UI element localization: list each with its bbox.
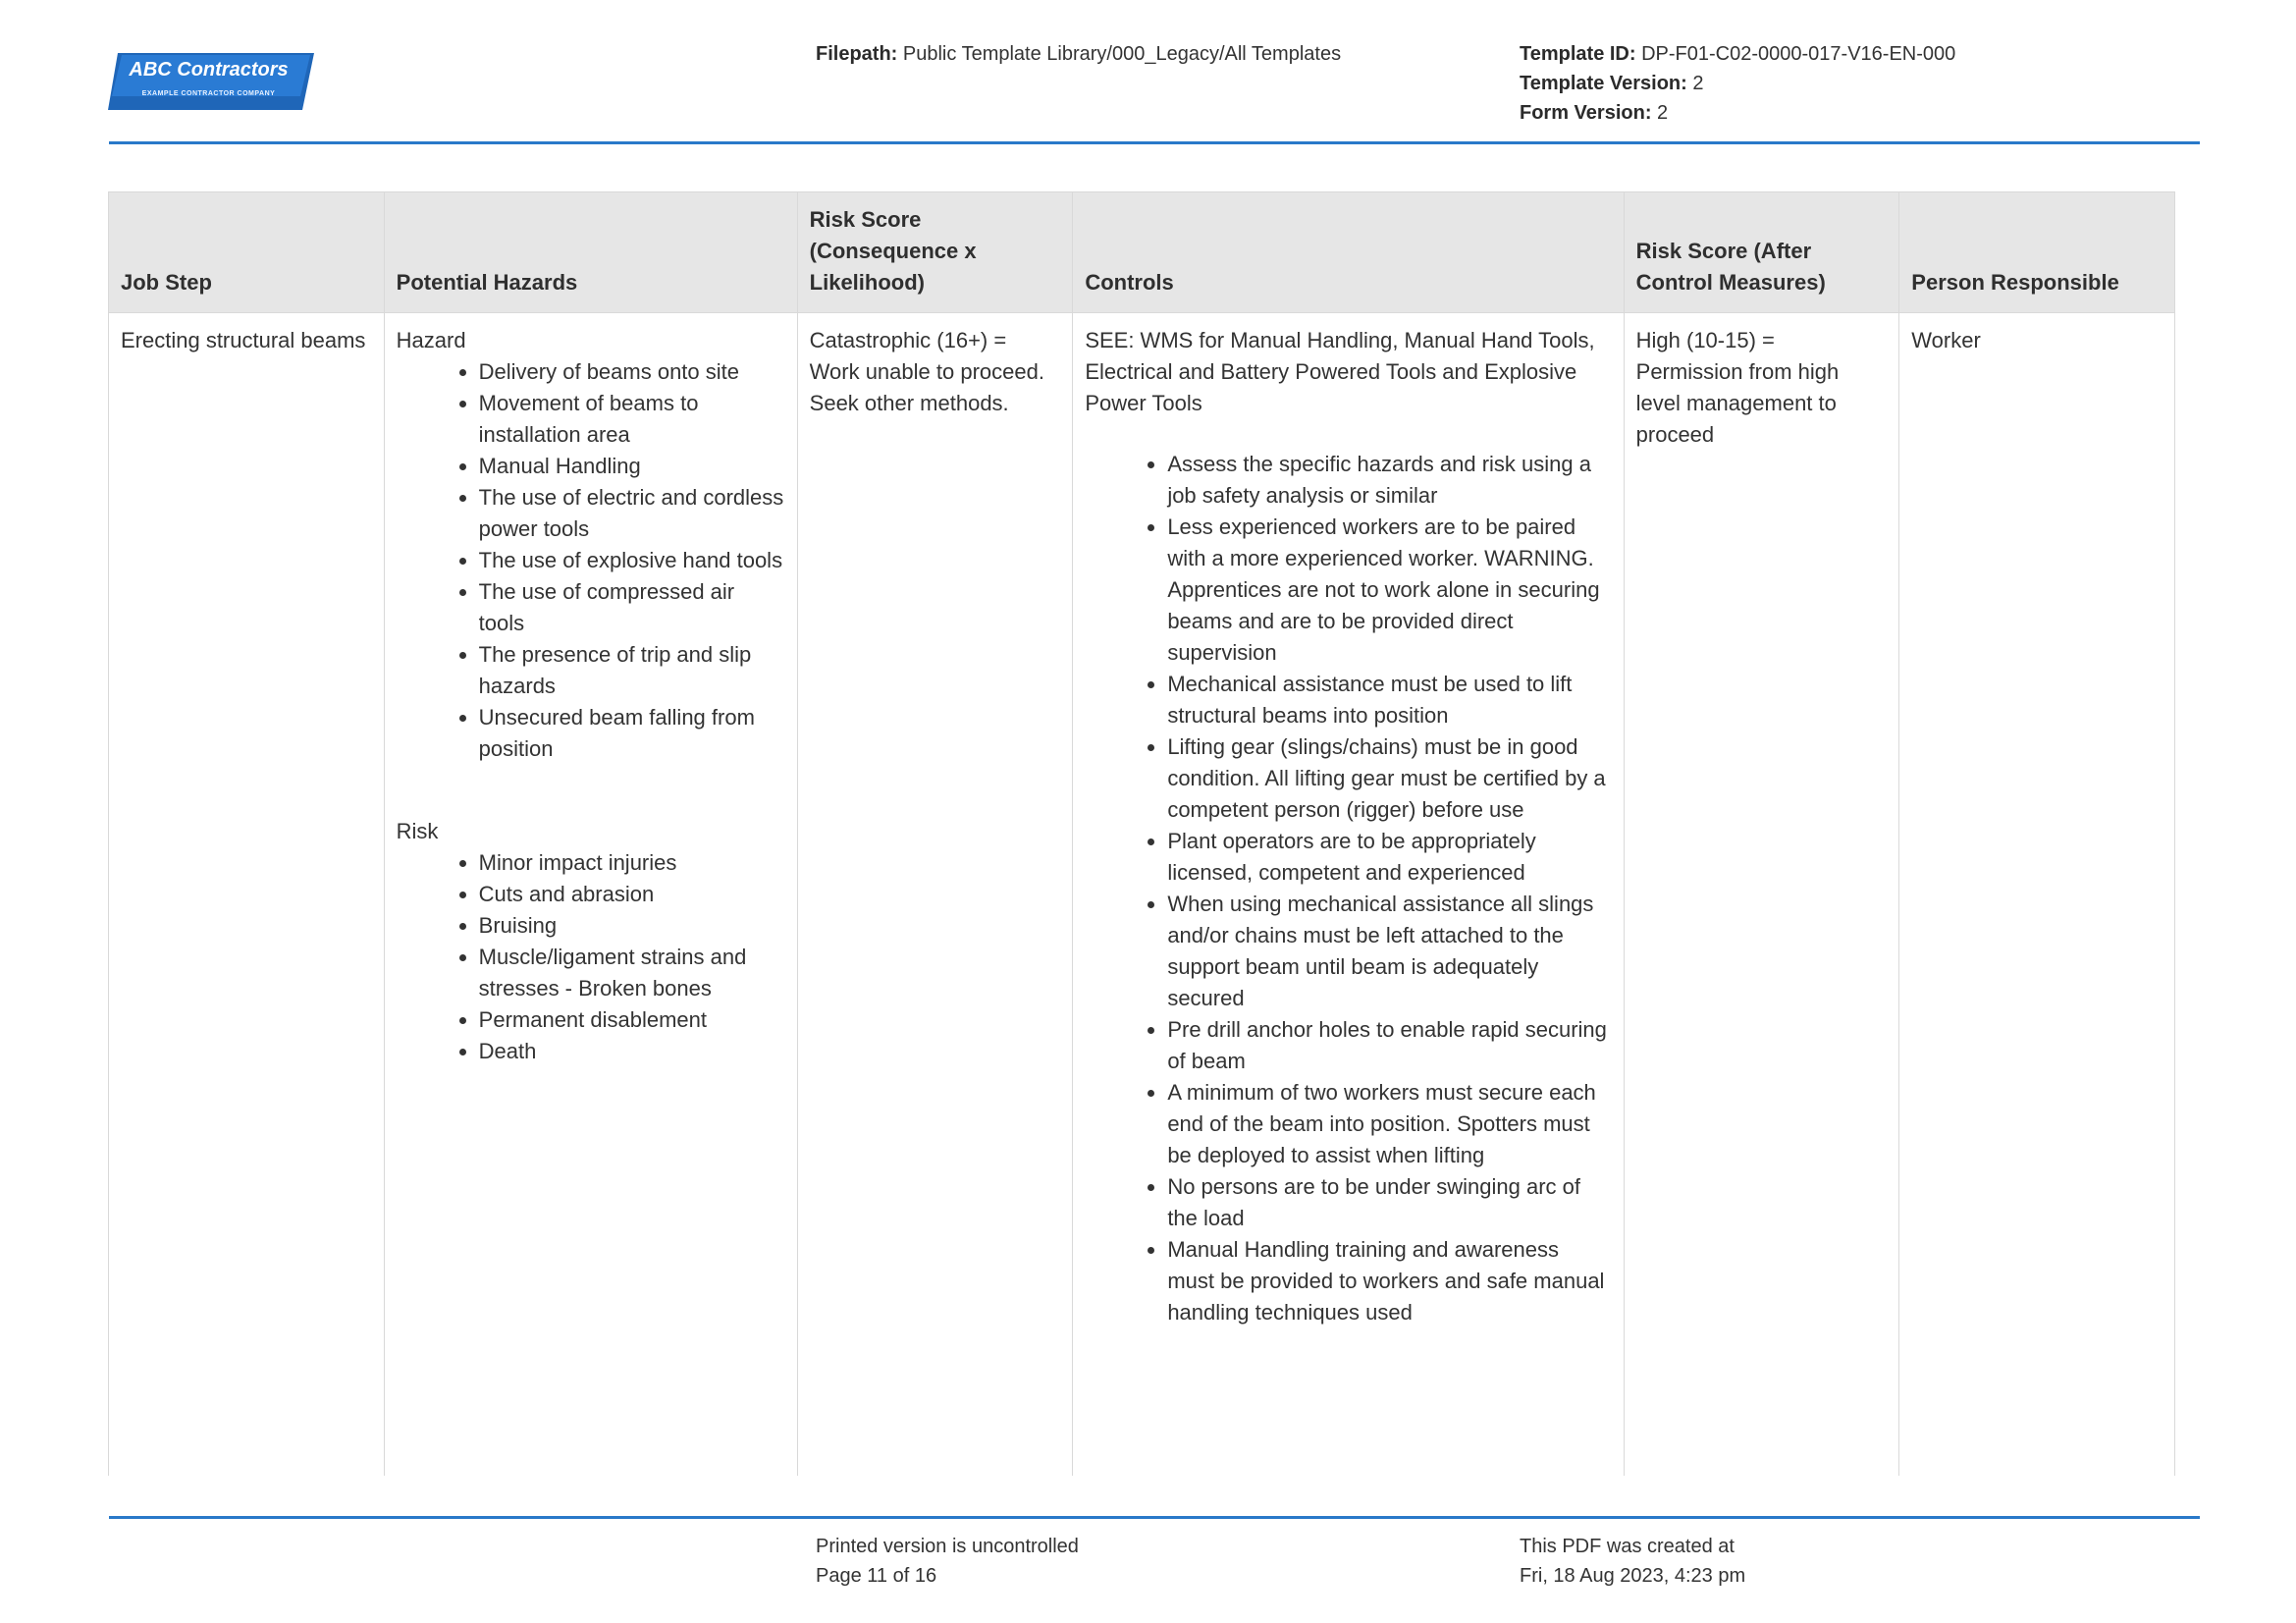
list-item: • Permanent disablement <box>479 1004 785 1036</box>
list-item: • Death <box>479 1036 785 1067</box>
filepath-value: Public Template Library/000_Legacy/All Templates <box>902 43 1342 65</box>
list-item: • Unsecured beam falling from position <box>479 702 785 765</box>
risk-assessment-table <box>108 191 2175 1476</box>
list-item: • Assess the specific hazards and risk using a job safety analysis or similar <box>1167 449 1611 512</box>
template-version <box>1520 69 1955 98</box>
spacer <box>397 765 785 816</box>
list-item: • Manual Handling training and awareness must be provided to workers and safe manual handling techniques used <box>1167 1234 1611 1328</box>
footer-right <box>1520 1532 1745 1591</box>
list-item: • Pre drill anchor holes to enable rapid securing of beam <box>1167 1014 1611 1077</box>
form-version <box>1520 98 1955 128</box>
uncontrolled-note: Printed version is uncontrolled <box>816 1536 1079 1557</box>
list-item: • Less experienced workers are to be paired with a more experienced worker. WARNING. Apprentices are not to work alone in securing beams and are to be provided direct supervision <box>1167 512 1611 669</box>
form-version-label: Form Version: <box>1520 102 1652 124</box>
list-item: • The presence of trip and slip hazards <box>479 639 785 702</box>
template-info <box>1520 39 1955 128</box>
template-id-value: DP-F01-C02-0000-017-V16-EN-000 <box>1641 43 1956 65</box>
col-job-step: Job Step <box>109 192 385 313</box>
person-responsible-cell: Worker <box>1899 313 2175 1477</box>
list-item: • Mechanical assistance must be used to lift structural beams into position <box>1167 669 1611 731</box>
hazards-cell <box>384 313 797 1477</box>
list-item: • Bruising <box>479 910 785 942</box>
list-item: • When using mechanical assistance all slings and/or chains must be left attached to the support beam until beam is adequately secured <box>1167 889 1611 1014</box>
risk-after-cell: High (10-15) = Permission from high level management to proceed <box>1624 313 1899 1477</box>
template-id <box>1520 39 1955 69</box>
logo-tagline: EXAMPLE CONTRACTOR COMPANY <box>141 90 276 97</box>
footer-divider <box>109 1516 2200 1519</box>
list-item: • A minimum of two workers must secure each end of the beam into position. Spotters must be deployed to assist when lifting <box>1167 1077 1611 1171</box>
template-version-value: 2 <box>1692 73 1704 94</box>
list-item: • Cuts and abrasion <box>479 879 785 910</box>
table-header-row <box>109 192 2175 313</box>
table-row <box>109 313 2175 1477</box>
template-version-label: Template Version: <box>1520 73 1687 94</box>
controls-cell <box>1073 313 1624 1477</box>
list-item: • Delivery of beams onto site <box>479 356 785 388</box>
controls-intro: SEE: WMS for Manual Handling, Manual Hand Tools, Electrical and Battery Powered Tools and Explosive Power Tools <box>1085 328 1595 415</box>
company-logo <box>108 53 314 112</box>
col-risk-score: Risk Score (Consequence x Likelihood) <box>797 192 1073 313</box>
form-version-value: 2 <box>1657 102 1669 124</box>
hazard-list <box>397 356 785 765</box>
col-controls: Controls <box>1073 192 1624 313</box>
list-item: • Lifting gear (slings/chains) must be in good condition. All lifting gear must be certified by a competent person (rigger) before use <box>1167 731 1611 826</box>
list-item: • Minor impact injuries <box>479 847 785 879</box>
hazard-heading: Hazard <box>396 328 466 352</box>
logo-name: ABC Contractors <box>129 59 289 81</box>
footer-left <box>816 1532 1079 1591</box>
template-id-label: Template ID: <box>1520 43 1636 65</box>
list-item: • Manual Handling <box>479 451 785 482</box>
list-item: • Muscle/ligament strains and stresses - Broken bones <box>479 942 785 1004</box>
col-person-responsible: Person Responsible <box>1899 192 2175 313</box>
list-item: • Plant operators are to be appropriately licensed, competent and experienced <box>1167 826 1611 889</box>
col-potential-hazards: Potential Hazards <box>384 192 797 313</box>
list-item: • No persons are to be under swinging arc of the load <box>1167 1171 1611 1234</box>
list-item: • The use of electric and cordless power tools <box>479 482 785 545</box>
job-step-cell: Erecting structural beams <box>109 313 385 1477</box>
header-divider <box>109 141 2200 144</box>
risk-score-cell: Catastrophic (16+) = Work unable to proceed. Seek other methods. <box>797 313 1073 1477</box>
created-label: This PDF was created at <box>1520 1536 1735 1557</box>
page-number: Page 11 of 16 <box>816 1565 937 1587</box>
list-item: • Movement of beams to installation area <box>479 388 785 451</box>
filepath-label: Filepath: <box>816 43 898 65</box>
risk-heading: Risk <box>396 819 439 843</box>
list-item: • The use of compressed air tools <box>479 576 785 639</box>
created-timestamp: Fri, 18 Aug 2023, 4:23 pm <box>1520 1565 1746 1587</box>
list-item: • The use of explosive hand tools <box>479 545 785 576</box>
filepath <box>816 39 1341 69</box>
controls-list <box>1085 449 1611 1328</box>
risk-list <box>397 847 785 1067</box>
spacer <box>1085 419 1611 449</box>
col-risk-score-after: Risk Score (After Control Measures) <box>1624 192 1899 313</box>
